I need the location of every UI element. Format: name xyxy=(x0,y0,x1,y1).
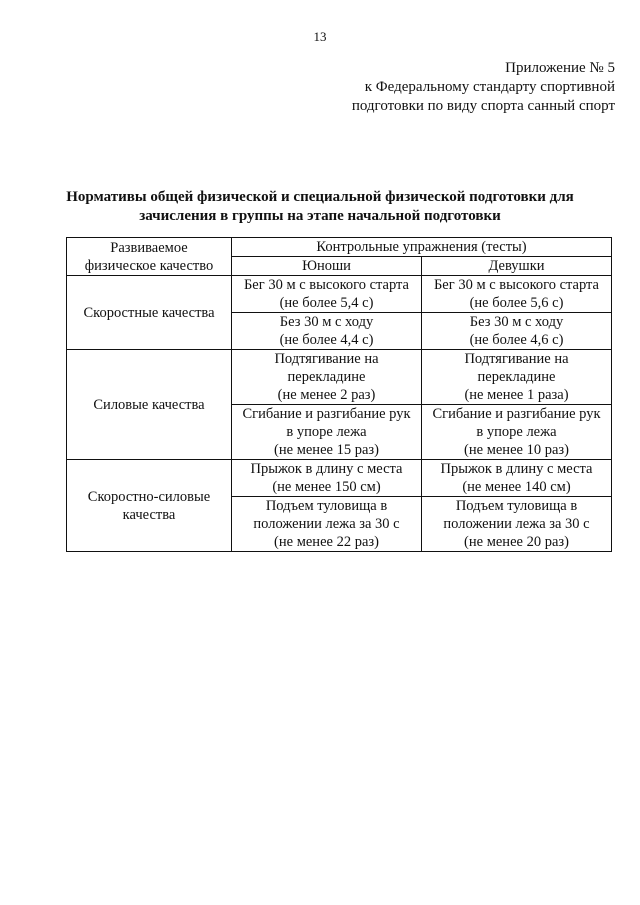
table-row xyxy=(67,460,612,497)
cell-line: Сгибание и разгибание рук xyxy=(242,406,411,422)
boys-cell xyxy=(232,460,422,497)
quality-cell: Скоростные качества xyxy=(67,276,232,350)
cell-line: перекладине xyxy=(477,369,556,385)
header-tests: Контрольные упражнения (тесты) xyxy=(232,238,612,257)
cell-line: (не менее 1 раза) xyxy=(464,387,569,403)
appendix-line-2: к Федеральному стандарту спортивной xyxy=(364,79,615,95)
quality-line-1: Скоростно-силовые xyxy=(87,488,211,505)
header-quality xyxy=(67,238,232,276)
table-header-row xyxy=(67,238,612,257)
boys-cell xyxy=(232,405,422,460)
appendix-line-3: подготовки по виду спорта санный спорт xyxy=(351,98,615,114)
page-number: 13 xyxy=(313,29,327,44)
norms-table xyxy=(66,237,612,552)
cell-line: Бег 30 м с высокого старта xyxy=(433,277,599,293)
cell-line: Сгибание и разгибание рук xyxy=(432,406,601,422)
appendix-line-1: Приложение № 5 xyxy=(505,60,615,76)
appendix-heading xyxy=(352,59,615,116)
cell-line: Прыжок в длину с места xyxy=(440,461,593,477)
cell-line: Подтягивание на xyxy=(464,351,569,367)
quality-cell: Силовые качества xyxy=(67,350,232,460)
cell-line: Подтягивание на xyxy=(274,351,379,367)
document-title xyxy=(60,188,580,226)
table-row xyxy=(67,350,612,405)
cell-line: (не более 4,4 с) xyxy=(279,332,374,348)
cell-line: Подъем туловища в xyxy=(265,498,388,514)
cell-line: (не менее 10 раз) xyxy=(464,442,569,458)
header-quality-line-1: Развиваемое xyxy=(110,239,188,256)
boys-cell xyxy=(232,313,422,350)
quality-line-2: качества xyxy=(122,506,176,523)
boys-cell xyxy=(232,497,422,552)
cell-line: Подъем туловища в xyxy=(455,498,578,514)
cell-line: (не менее 140 см) xyxy=(462,479,571,495)
girls-cell xyxy=(422,460,612,497)
title-line-1: Нормативы общей физической и специальной физической подготовки для xyxy=(66,189,574,205)
cell-line: Бег 30 м с высокого старта xyxy=(243,277,409,293)
girls-cell xyxy=(422,350,612,405)
boys-cell xyxy=(232,276,422,313)
cell-line: (не менее 150 см) xyxy=(272,479,381,495)
cell-line: Без 30 м с ходу xyxy=(279,314,374,330)
quality-cell xyxy=(67,460,232,552)
cell-line: (не более 5,6 с) xyxy=(469,295,564,311)
cell-line: (не менее 20 раз) xyxy=(464,534,569,550)
header-girls: Девушки xyxy=(422,257,612,276)
girls-cell xyxy=(422,313,612,350)
girls-cell xyxy=(422,497,612,552)
boys-cell xyxy=(232,350,422,405)
cell-line: положении лежа за 30 с xyxy=(443,516,590,532)
header-boys: Юноши xyxy=(232,257,422,276)
title-line-2: зачисления в группы на этапе начальной подготовки xyxy=(139,208,501,224)
cell-line: Без 30 м с ходу xyxy=(469,314,564,330)
cell-line: (не менее 2 раз) xyxy=(277,387,376,403)
cell-line: Прыжок в длину с места xyxy=(250,461,403,477)
header-quality-line-2: физическое качество xyxy=(84,257,214,274)
cell-line: положении лежа за 30 с xyxy=(253,516,400,532)
cell-line: (не менее 15 раз) xyxy=(274,442,379,458)
cell-line: в упоре лежа xyxy=(286,424,367,440)
cell-line: в упоре лежа xyxy=(476,424,557,440)
cell-line: (не более 4,6 с) xyxy=(469,332,564,348)
girls-cell xyxy=(422,405,612,460)
cell-line: (не более 5,4 с) xyxy=(279,295,374,311)
girls-cell xyxy=(422,276,612,313)
cell-line: (не менее 22 раз) xyxy=(274,534,379,550)
table-row xyxy=(67,276,612,313)
cell-line: перекладине xyxy=(287,369,366,385)
